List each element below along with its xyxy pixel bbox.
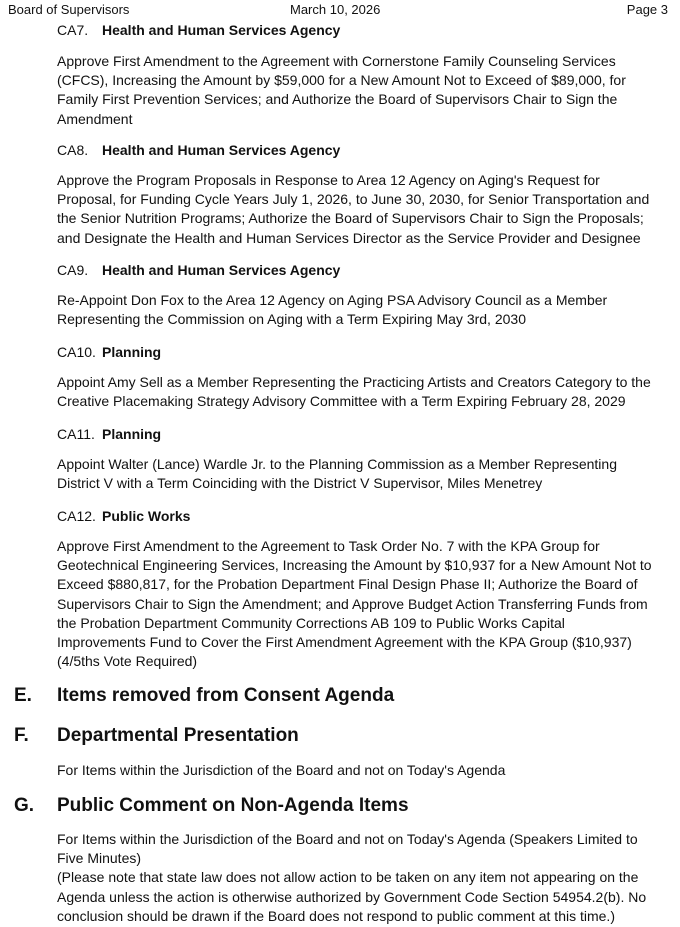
page-header bbox=[8, 2, 672, 20]
item-department: Public Works bbox=[102, 508, 191, 524]
section-title: Items removed from Consent Agenda bbox=[57, 685, 395, 706]
text-line: Proposal, for Funding Cycle Years July 1, 2026, to June 30, 2030, for Senior Transportation and bbox=[57, 191, 650, 208]
item-code: CA9. bbox=[57, 262, 89, 278]
item-code: CA7. bbox=[57, 22, 89, 38]
text-line: the Senior Nutrition Programs; Authorize the Board of Supervisors Chair to Sign the Proposals; bbox=[57, 210, 644, 227]
text-line: Representing the Commission on Aging with a Term Expiring May 3rd, 2030 bbox=[57, 311, 526, 328]
text-line: Approve the Program Proposals in Response to Area 12 Agency on Aging's Request for bbox=[57, 172, 600, 188]
text-line: Re-Appoint Don Fox to the Area 12 Agency on Aging PSA Advisory Council as a Member bbox=[57, 292, 608, 308]
item-heading-ca7 bbox=[57, 22, 340, 38]
item-heading-ca10 bbox=[57, 344, 161, 360]
text-line: For Items within the Jurisdiction of the Board and not on Today's Agenda bbox=[57, 762, 506, 778]
item-heading-ca9 bbox=[57, 262, 340, 278]
text-line: conclusion should be drawn if the Board does not respond to public comment at this time.) bbox=[57, 907, 615, 924]
item-heading-ca12 bbox=[57, 508, 190, 524]
section-heading-g bbox=[14, 795, 409, 817]
text-line: (CFCS), Increasing the Amount by $59,000 for a New Amount Not to Exceed of $89,000, for bbox=[57, 72, 626, 89]
text-line: Approve First Amendment to the Agreement with Cornerstone Family Counseling Services bbox=[57, 53, 616, 69]
header-date: March 10, 2026 bbox=[290, 2, 381, 17]
text-line: Approve First Amendment to the Agreement to Task Order No. 7 with the KPA Group for bbox=[57, 538, 600, 554]
text-line: the Probation Department Community Corrections AB 109 to Public Works Capital bbox=[57, 614, 565, 631]
section-letter: G. bbox=[14, 795, 35, 816]
item-description-ca10 bbox=[57, 373, 651, 411]
item-description-ca9 bbox=[57, 291, 607, 329]
text-line: Appoint Walter (Lance) Wardle Jr. to the Planning Commission as a Member Representing bbox=[57, 456, 617, 472]
section-description-f bbox=[57, 761, 505, 780]
text-line: (4/5ths Vote Required) bbox=[57, 653, 198, 670]
section-title: Departmental Presentation bbox=[57, 725, 299, 746]
item-code: CA10. bbox=[57, 344, 96, 360]
text-line: Improvements Fund to Cover the First Amendment Agreement with the KPA Group ($10,937) bbox=[57, 634, 632, 651]
item-description-ca12 bbox=[57, 537, 652, 671]
text-line: Five Minutes) bbox=[57, 850, 142, 867]
item-description-ca8 bbox=[57, 171, 649, 248]
section-heading-f bbox=[14, 725, 299, 747]
item-code: CA12. bbox=[57, 508, 96, 524]
item-department: Planning bbox=[102, 344, 162, 360]
item-department: Health and Human Services Agency bbox=[102, 142, 341, 158]
text-line: Creative Placemaking Strategy Advisory Committee with a Term Expiring February 28, 2029 bbox=[57, 393, 626, 410]
text-line: Family First Prevention Services; and Authorize the Board of Supervisors Chair to Sign the bbox=[57, 91, 618, 108]
section-description-g bbox=[57, 830, 646, 926]
text-line: For Items within the Jurisdiction of the Board and not on Today's Agenda (Speakers Limited to bbox=[57, 831, 638, 847]
text-line: Amendment bbox=[57, 110, 133, 127]
text-line: Exceed $880,817, for the Probation Department Final Design Phase II; Authorize the Board of bbox=[57, 576, 638, 593]
item-heading-ca11 bbox=[57, 426, 161, 442]
item-department: Planning bbox=[102, 426, 162, 442]
item-description-ca11 bbox=[57, 455, 617, 493]
item-description-ca7 bbox=[57, 52, 626, 129]
item-department: Health and Human Services Agency bbox=[102, 262, 341, 278]
text-line: Geotechnical Engineering Services, Increasing the Amount by $10,937 for a New Amount Not to bbox=[57, 557, 652, 574]
section-heading-e bbox=[14, 685, 394, 707]
item-code: CA8. bbox=[57, 142, 89, 158]
section-title: Public Comment on Non-Agenda Items bbox=[57, 795, 409, 816]
text-line: Appoint Amy Sell as a Member Representing the Practicing Artists and Creators Category to the bbox=[57, 374, 651, 390]
text-line: and Designate the Health and Human Services Director as the Service Provider and Designee bbox=[57, 229, 641, 246]
text-line: Agenda unless the action is otherwise authorized by Government Code Section 54954.2(b). No bbox=[57, 888, 647, 905]
text-line: Supervisors Chair to Sign the Amendment; and Approve Budget Action Transferring Funds from bbox=[57, 595, 648, 612]
item-heading-ca8 bbox=[57, 142, 340, 158]
section-letter: E. bbox=[14, 685, 32, 706]
item-department: Health and Human Services Agency bbox=[102, 22, 341, 38]
text-line: (Please note that state law does not allow action to be taken on any item not appearing on the bbox=[57, 869, 639, 886]
header-org: Board of Supervisors bbox=[8, 2, 130, 17]
item-code: CA11. bbox=[57, 426, 95, 442]
section-letter: F. bbox=[14, 725, 29, 746]
header-page-number: Page 3 bbox=[626, 2, 668, 17]
text-line: District V with a Term Coinciding with the District V Supervisor, Miles Menetrey bbox=[57, 475, 543, 492]
